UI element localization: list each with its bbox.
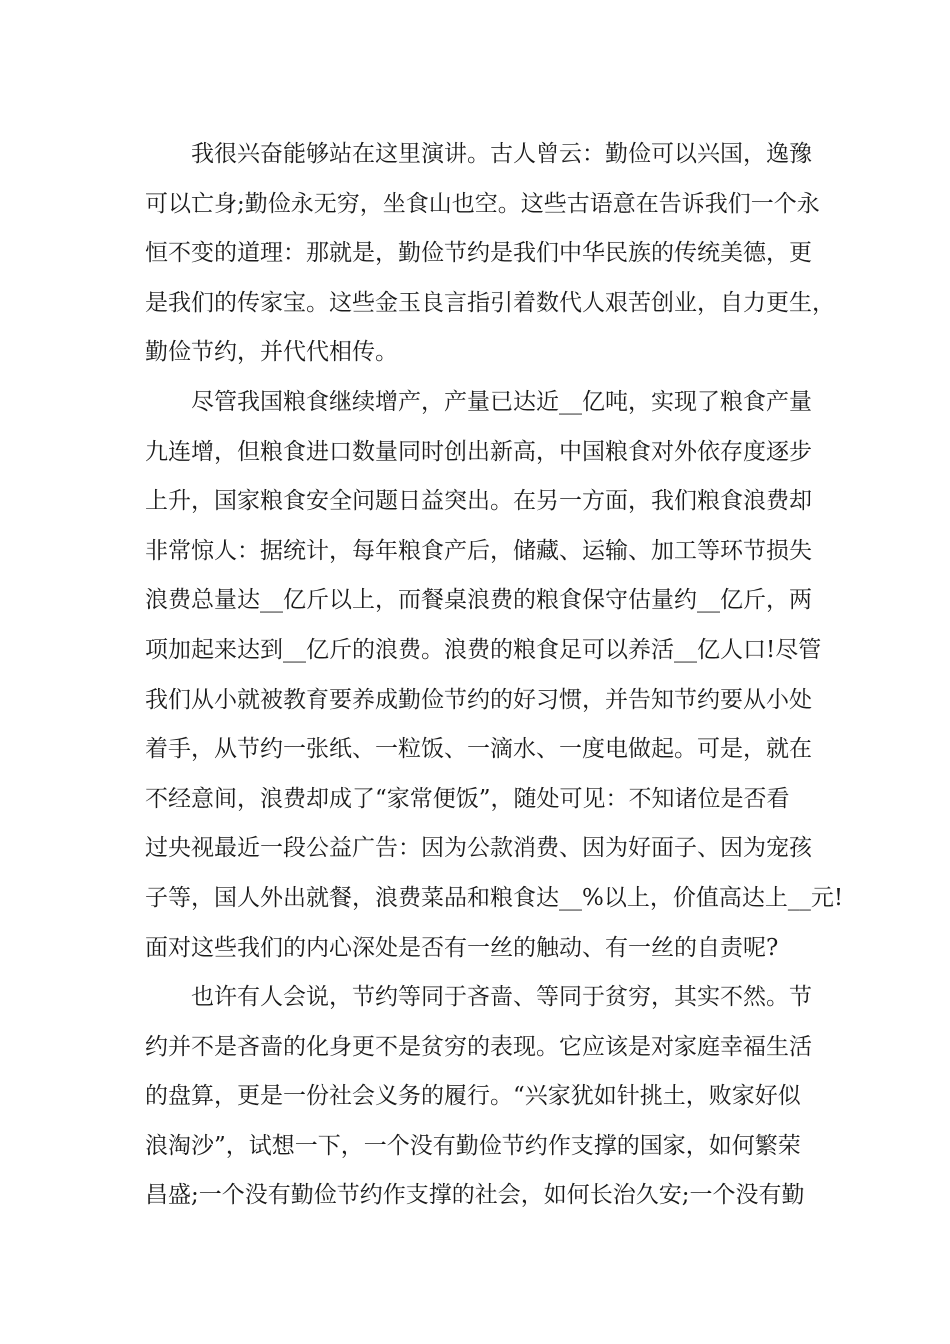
paragraph-line: 浪淘沙”，试想一下，一个没有勤俭节约作支撑的国家，如何繁荣	[145, 1132, 801, 1159]
paragraph-line: 上升，国家粮食安全问题日益突出。在另一方面，我们粮食浪费却	[145, 488, 812, 515]
paragraph-line: 我们从小就被教育要养成勤俭节约的好习惯，并告知节约要从小处	[145, 686, 812, 713]
paragraph-line: 过央视最近一段公益广告：因为公款消费、因为好面子、因为宠孩	[145, 835, 812, 862]
paragraph-line: 非常惊人：据统计，每年粮食产后，储藏、运输、加工等环节损失	[145, 537, 812, 564]
paragraph-line: 昌盛;一个没有勤俭节约作支撑的社会，如何长治久安;一个没有勤	[145, 1182, 805, 1209]
paragraph-1	[145, 130, 835, 378]
paragraph-line: 我很兴奋能够站在这里演讲。古人曾云：勤俭可以兴国，逸豫	[191, 141, 812, 167]
paragraph-line: 也许有人会说，节约等同于吝啬、等同于贫穷，其实不然。节	[191, 984, 812, 1011]
paragraph-line: 九连增，但粮食进口数量同时创出新高，中国粮食对外依存度逐步	[145, 438, 812, 465]
paragraph-line: 是我们的传家宝。这些金玉良言指引着数代人艰苦创业，自力更生，	[145, 289, 835, 316]
paragraph-line: 项加起来达到__亿斤的浪费。浪费的粮食足可以养活__亿人口!尽管	[145, 636, 822, 663]
paragraph-2	[145, 378, 844, 973]
paragraph-line: 子等，国人外出就餐，浪费菜品和粮食达__%以上，价值高达上__元!	[145, 884, 844, 911]
paragraph-line: 着手，从节约一张纸、一粒饭、一滴水、一度电做起。可是，就在	[145, 736, 812, 763]
paragraph-line: 勤俭节约，并代代相传。	[145, 339, 398, 366]
paragraph-line: 不经意间，浪费却成了“家常便饭”，随处可见：不知诸位是否看	[145, 785, 790, 812]
paragraph-line: 浪费总量达__亿斤以上，而餐桌浪费的粮食保守估量约__亿斤，两	[145, 587, 812, 614]
paragraph-line: 约并不是吝啬的化身更不是贫穷的表现。它应该是对家庭幸福生活	[145, 1033, 812, 1060]
paragraph-line: 尽管我国粮食继续增产，产量已达近__亿吨，实现了粮食产量	[191, 388, 812, 415]
paragraph-line: 恒不变的道理：那就是，勤俭节约是我们中华民族的传统美德，更	[145, 240, 812, 267]
paragraph-line: 可以亡身;勤俭永无穷，坐食山也空。这些古语意在告诉我们一个永	[145, 190, 820, 217]
paragraph-line: 面对这些我们的内心深处是否有一丝的触动、有一丝的自责呢?	[145, 934, 779, 961]
paragraph-line: 的盘算，更是一份社会义务的履行。“兴家犹如针挑土，败家好似	[145, 1083, 801, 1110]
document-body	[145, 130, 844, 1221]
paragraph-3	[145, 973, 825, 1221]
